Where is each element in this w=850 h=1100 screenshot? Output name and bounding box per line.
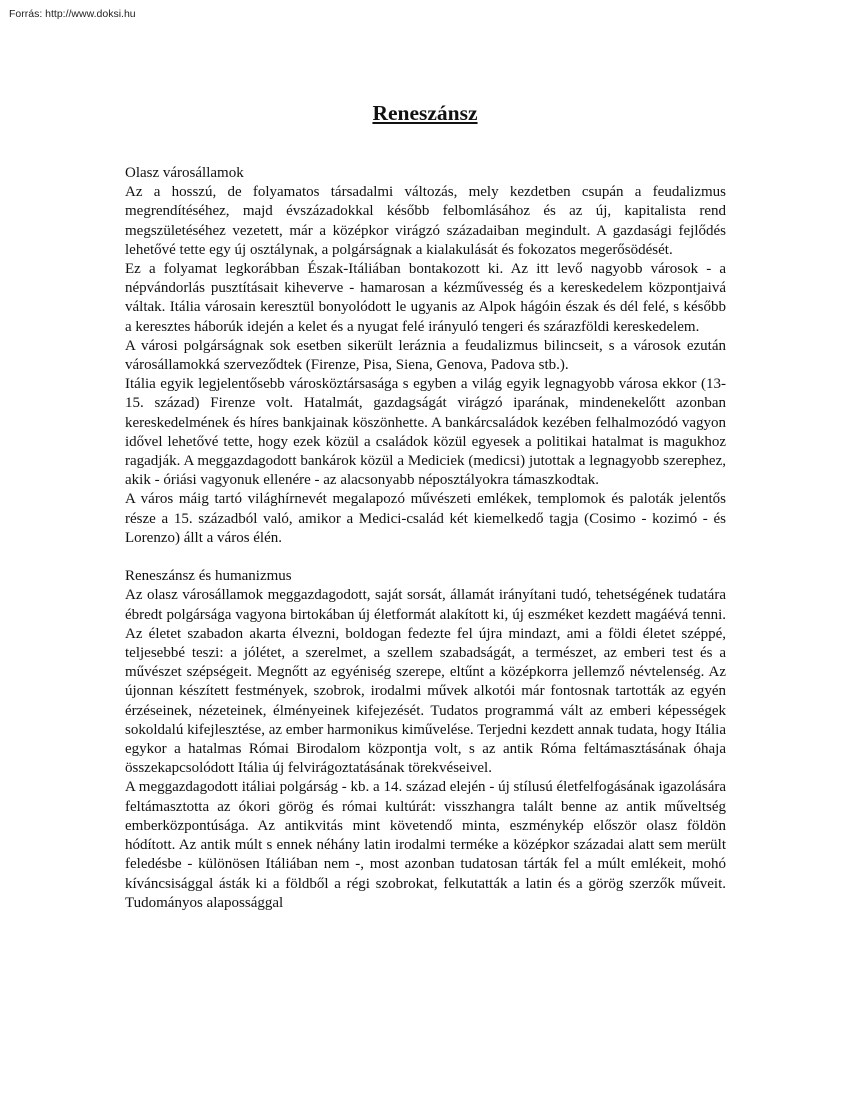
section-spacer [125,548,726,567]
section-heading: Olasz városállamok [125,165,244,181]
document-body [125,164,726,913]
paragraph: Ez a folyamat legkorábban Észak-Itáliában bontakozott ki. Az itt levő nagyobb városok - a népvándorlás pusztításait kiheverve - hamarosan a kézművesség és a kereskedelem központjaivá váltak. Itália városain keresztül bonyolódott le ugyanis az Alpok hágóin észak és dél felé, s később a keresztes háborúk idején a kelet és a nyugat felé irányuló tengeri és szárazföldi kereskedelem. [125,261,726,335]
paragraph: A meggazdagodott itáliai polgárság - kb. a 14. század elején - új stílusú életfelfogásának igazolására feltámasztotta az ókori görög és római kultúrát: visszhangra talált benne az antik műveltség emberközpontúsága. Az antikvitás mint követendő minta, eszménykép először olasz földön hódított. Az antik múlt s ennek néhány latin irodalmi terméke a középkor századai alatt sem merült feledésbe - különösen Itáliában nem -, most azonban tudatosan tárták fel a múlt emlékeit, mohó kíváncsisággal ásták ki a földből a régi szobrokat, felkutatták a latin és a görög szerzők műveit. Tudományos alapossággal [125,779,726,911]
paragraph: A város máig tartó világhírnevét megalapozó művészeti emlékek, templomok és paloták jelentős része a 15. századból való, amikor a Medici-család két kiemelkedő tagja (Cosimo - kozimó - és Lorenzo) állt a város élén. [125,491,726,546]
paragraph: Az olasz városállamok meggazdagodott, saját sorsát, államát irányítani tudó, tehetségének tudatára ébredt polgársága vagyona birtokában új életformát alakított ki, új eszméket kezdett magáévá tenni. Az életet szabadon akarta élvezni, boldogan fedezte fel újra mindazt, ami a földi életet széppé, teljesebbé teszi: a jólétet, a szerelmet, a szellem szabadságát, a természet, az emberi test és a művészet szépségeit. Megnőtt az egyéniség szerepe, eltűnt a középkorra jellemző névtelenség. Az újonnan készített festmények, szobrok, irodalmi művek alkotói már fontosnak tartották az egyén érzéseinek, nézeteinek, élményeinek kifejezését. Tudatos programmá vált az emberi képességek sokoldalú kifejlesztése, az ember harmonikus kiművelése. Terjedni kezdett annak tudata, hogy Itália egykor a hatalmas Római Birodalom központja volt, s az antik Róma feltámasztásának óhaja összekapcsolódott Itália új felvirágoztatásának törekvéseivel. [125,587,726,777]
section-reneszansz-es-humanizmus [125,567,726,913]
page-title: Reneszánsz [372,101,478,125]
section-olasz-varosallamok [125,164,726,548]
paragraph: Itália egyik legjelentősebb városköztársasága s egyben a világ egyik legnagyobb városa ekkor (13-15. század) Firenze volt. Hatalmát, gazdagságát virágzó iparának, mindenekelőtt azonban kereskedelmének és híres bankjainak köszönhette. A bankárcsaládok kezében felhalmozódó vagyon idővel lehetővé tette, hogy ezek közül a családok közül egyesek a politikai hatalmat is magukhoz ragadják. A meggazdagodott bankárok közül a Mediciek (medicsi) jutottak a legnagyobb szerephez, akik - óriási vagyonuk ellenére - az alacsonyabb néposztályokra támaszkodtak. [125,376,726,489]
section-heading: Reneszánsz és humanizmus [125,568,292,585]
paragraph: A városi polgárságnak sok esetben sikerült leráznia a feudalizmus bilincseit, s a városok ezután városállamokká szerveződtek (Firenze, Pisa, Siena, Genova, Padova stb.). [125,337,726,374]
source-note: Forrás: http://www.doksi.hu [9,8,136,20]
paragraph: Az a hosszú, de folyamatos társadalmi változás, mely kezdetben csupán a feudalizmus megrendítéséhez, majd évszázadokkal később felbomlásához és az új, kapitalista rend megszületéséhez vezetett, már a középkor virágzó századaiban megindult. A gazdasági fejlődés lehetővé tette egy új osztálynak, a polgárságnak a kialakulását és fokozatos megerősödését. [125,184,726,258]
